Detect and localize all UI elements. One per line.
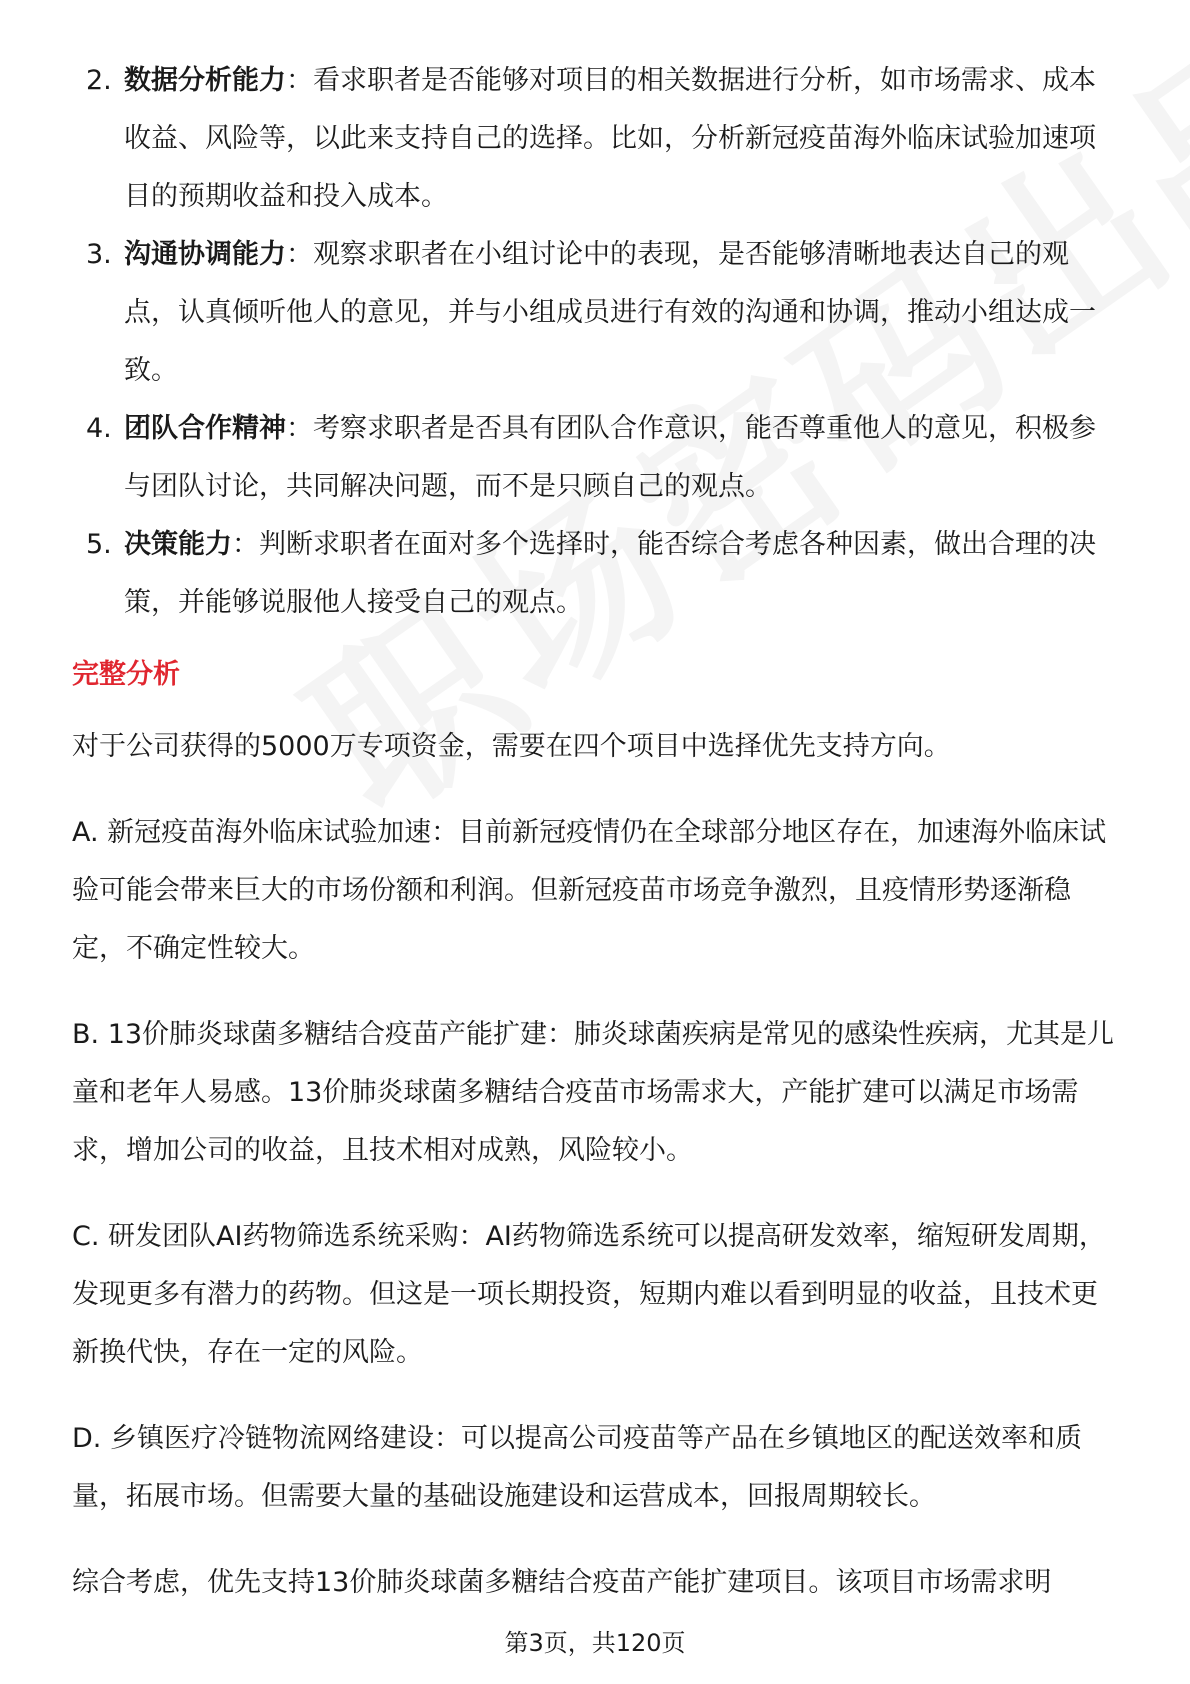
list-item (72, 52, 1118, 226)
section-heading: 完整分析 (72, 659, 180, 690)
intro-paragraph: 对于公司获得的5000万专项资金，需要在四个项目中选择优先支持方向。 (72, 731, 951, 762)
list-number: 4. (86, 413, 112, 444)
list-number: 2. (86, 65, 112, 96)
criterion-term: 团队合作精神 (124, 413, 286, 444)
evaluation-criteria-list (72, 52, 1118, 632)
page-content (72, 52, 1118, 1640)
list-item (72, 400, 1118, 516)
page-number: 第3页，共120页 (504, 1629, 686, 1657)
criterion-description: ：考察求职者是否具有团队合作意识，能否尊重他人的意见，积极参与团队讨论，共同解决问题，而不是只顾自己的观点。 (124, 413, 1096, 502)
list-item (72, 516, 1118, 632)
list-item (72, 226, 1118, 400)
criterion-term: 沟通协调能力 (124, 239, 286, 270)
criterion-description: ：看求职者是否能够对项目的相关数据进行分析，如市场需求、成本收益、风险等，以此来支持自己的选择。比如，分析新冠疫苗海外临床试验加速项目的预期收益和投入成本。 (124, 65, 1096, 212)
option-c-paragraph: C. 研发团队AI药物筛选系统采购：AI药物筛选系统可以提高研发效率，缩短研发周期，发现更多有潜力的药物。但这是一项长期投资，短期内难以看到明显的收益，且技术更新换代快，存在一定的风险。 (72, 1221, 1106, 1368)
list-number: 5. (86, 529, 112, 560)
criterion-description: ：观察求职者在小组讨论中的表现，是否能够清晰地表达自己的观点，认真倾听他人的意见，并与小组成员进行有效的沟通和协调，推动小组达成一致。 (124, 239, 1096, 386)
option-b-paragraph: B. 13价肺炎球菌多糖结合疫苗产能扩建：肺炎球菌疾病是常见的感染性疾病，尤其是儿童和老年人易感。13价肺炎球菌多糖结合疫苗市场需求大，产能扩建可以满足市场需求，增加公司的收益，且技术相对成熟，风险较小。 (72, 1019, 1115, 1166)
option-a-paragraph: A. 新冠疫苗海外临床试验加速：目前新冠疫情仍在全球部分地区存在，加速海外临床试验可能会带来巨大的市场份额和利润。但新冠疫苗市场竞争激烈，且疫情形势逐渐稳定，不确定性较大。 (72, 817, 1107, 964)
criterion-term: 决策能力 (124, 529, 232, 560)
conclusion-paragraph: 综合考虑，优先支持13价肺炎球菌多糖结合疫苗产能扩建项目。该项目市场需求明 (72, 1567, 1052, 1598)
list-number: 3. (86, 239, 112, 270)
option-d-paragraph: D. 乡镇医疗冷链物流网络建设：可以提高公司疫苗等产品在乡镇地区的配送效率和质量，拓展市场。但需要大量的基础设施建设和运营成本，回报周期较长。 (72, 1423, 1082, 1512)
criterion-term: 数据分析能力 (124, 65, 286, 96)
criterion-description: ：判断求职者在面对多个选择时，能否综合考虑各种因素，做出合理的决策，并能够说服他人接受自己的观点。 (124, 529, 1096, 618)
